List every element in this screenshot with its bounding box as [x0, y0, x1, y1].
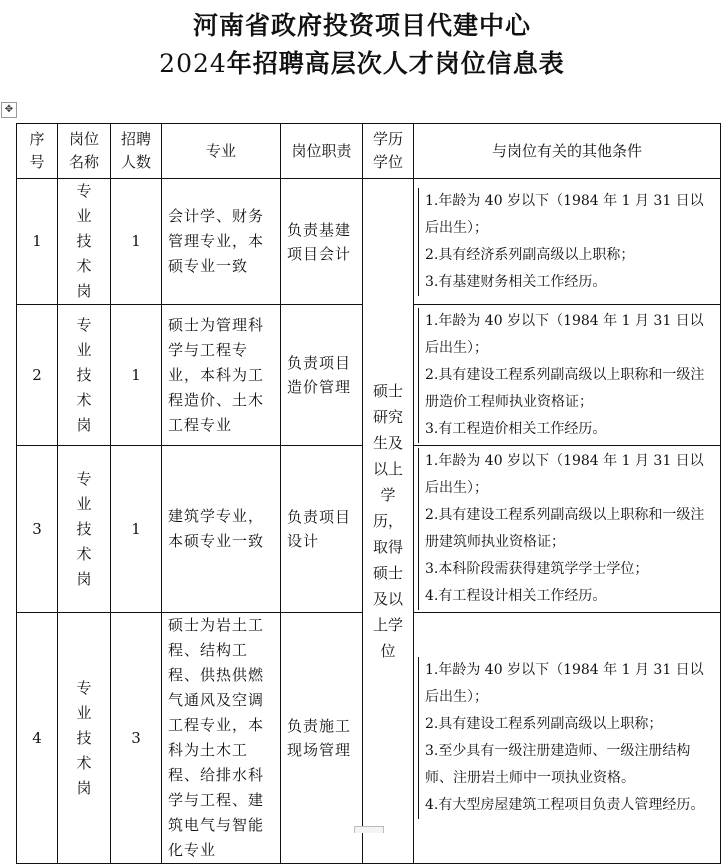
page-title: 河南省政府投资项目代建中心 — [192, 11, 531, 40]
condition-item: 3.至少具有一级注册建造师、一级注册结构师、注册岩土师中一项执业资格。 — [425, 743, 691, 786]
header-edu: 学历学位 — [363, 124, 414, 179]
page-subtitle — [0, 44, 724, 80]
header-name: 岗位名称 — [58, 124, 111, 179]
condition-item: 4.有大型房屋建筑工程项目负责人管理经历。 — [425, 797, 705, 813]
cell-major: 建筑学专业，本硕专业一致 — [162, 446, 281, 613]
cell-no: 2 — [17, 305, 58, 446]
table-row — [17, 179, 721, 305]
cell-count: 1 — [111, 446, 162, 613]
header-major: 专业 — [162, 124, 281, 179]
cell-conditions — [414, 179, 721, 305]
cell-education: 硕士研究生及以上学历，取得硕士及以上学位 — [363, 179, 414, 864]
cell-name: 专业技术岗 — [58, 305, 111, 446]
cell-name: 专业技术岗 — [58, 613, 111, 864]
positions-table — [16, 123, 721, 864]
condition-item: 2.具有建设工程系列副高级以上职称和一级注册建筑师执业资格证； — [425, 507, 705, 550]
cell-no: 3 — [17, 446, 58, 613]
table-move-handle-icon[interactable]: ✥ — [1, 102, 17, 118]
cell-no: 4 — [17, 613, 58, 864]
cell-count: 1 — [111, 305, 162, 446]
header-cond: 与岗位有关的其他条件 — [414, 124, 721, 179]
cell-major: 会计学、财务管理专业，本硕专业一致 — [162, 179, 281, 305]
cell-name: 专业技术岗 — [58, 179, 111, 305]
condition-item: 2.具有建设工程系列副高级以上职称和一级注册造价工程师执业资格证； — [425, 366, 705, 410]
header-duty: 岗位职责 — [281, 124, 363, 179]
condition-item: 1.年龄为 40 岁以下（1984 年 1 月 31 日以后出生）； — [425, 192, 704, 236]
condition-item: 2.具有建设工程系列副高级以上职称； — [425, 716, 663, 732]
cell-major: 硕士为岩土工程、结构工程、供热供燃气通风及空调工程专业，本科为土木工程、给排水科学与工程、建筑电气与智能化专业 — [162, 613, 281, 864]
cell-no: 1 — [17, 179, 58, 305]
cell-duty: 负责项目造价管理 — [281, 305, 363, 446]
cell-conditions — [414, 446, 721, 613]
cell-name: 专业技术岗 — [58, 446, 111, 613]
cell-count: 1 — [111, 179, 162, 305]
header-row — [17, 124, 721, 179]
condition-item: 3.本科阶段需获得建筑学学士学位； — [425, 561, 649, 577]
subtitle-text: 年招聘高层次人才岗位信息表 — [226, 49, 565, 78]
condition-item: 1.年龄为 40 岁以下（1984 年 1 月 31 日以后出生）； — [425, 662, 704, 705]
header-no: 序号 — [17, 124, 58, 179]
condition-item: 2.具有经济系列副高级以上职称； — [425, 246, 635, 263]
cell-duty: 负责施工现场管理 — [281, 613, 363, 864]
cell-conditions — [414, 613, 721, 864]
condition-item: 1.年龄为 40 岁以下（1984 年 1 月 31 日以后出生）； — [425, 312, 704, 356]
header-count: 招聘人数 — [111, 124, 162, 179]
condition-item: 1.年龄为 40 岁以下（1984 年 1 月 31 日以后出生）； — [425, 453, 704, 496]
condition-item: 3.有基建财务相关工作经历。 — [425, 273, 607, 290]
condition-item: 3.有工程造价相关工作经历。 — [425, 420, 607, 437]
subtitle-year: 2024 — [159, 49, 227, 78]
cell-duty: 负责项目设计 — [281, 446, 363, 613]
cell-count: 3 — [111, 613, 162, 864]
cell-major: 硕士为管理科学与工程专业，本科为工程造价、土木工程专业 — [162, 305, 281, 446]
cell-duty: 负责基建项目会计 — [281, 179, 363, 305]
condition-item: 4.有工程设计相关工作经历。 — [425, 588, 607, 604]
cell-conditions — [414, 305, 721, 446]
